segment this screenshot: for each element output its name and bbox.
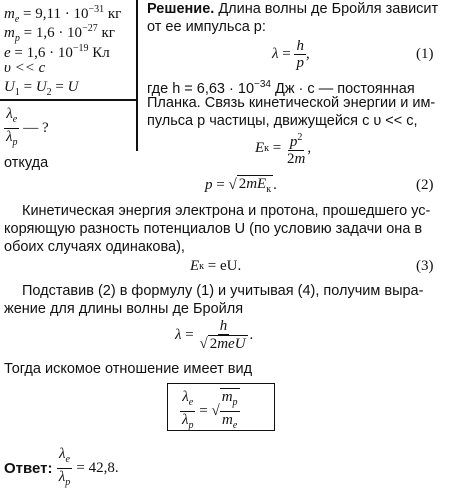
equation-2: p = √ $2mE_к$ . [205, 176, 277, 195]
given-divider-vertical [136, 0, 138, 151]
substitution-line2: жение для длины волны де Бройля [4, 301, 244, 317]
given-me: $m_e = 9,11 \cdot 10^{-31}$ кг [4, 4, 122, 25]
planck-line2: Планка. Связь кинетической энергии и им- [147, 95, 436, 111]
answer: Ответ: $\frac{\lambda_e}{\lambda_p}$ = 42,8. [4, 446, 119, 488]
ratio-text: Тогда искомое отношение имеет вид [4, 361, 253, 377]
given-v-condition: υ << c [4, 60, 46, 76]
kinetic-line1: Кинетическая энергия электрона и протона, прошедшего ус- [22, 203, 431, 219]
given-e: $e = 1,6 \cdot 10^{-19}$ Кл [4, 43, 110, 61]
equation-3: E к = eU. [190, 258, 242, 274]
given-mp: $m_p = 1,6 \cdot 10^{-27}$ кг [4, 23, 115, 44]
substitution-line1: Подставив (2) в формулу (1) и учитывая (4), получим выра- [22, 283, 424, 299]
equation-3-number: (3) [416, 258, 434, 274]
kinetic-line3: обоих случаях одинакова), [4, 239, 185, 255]
planck-line1: где $h = 6,63 \cdot 10^{-34}$ Дж · с — постоянная [147, 79, 415, 97]
ratio-formula: $\frac{\lambda_e}{\lambda_p}$ = √ $\frac{m_p}{m_e}$ [180, 388, 240, 434]
given-find: $\frac{\lambda_e}{\lambda_p}$ — ? [6, 106, 49, 148]
kinetic-line2: коряющую разность потенциалов U (по условию задачи она в [4, 221, 423, 237]
planck-line3: пульса p частицы, движущейся с υ << c, [147, 113, 418, 129]
kinetic-energy-formula: E к = $\frac{p^2}{2m}$ , [255, 132, 312, 167]
given-u-condition: $U_1 = U_2 = U$ [4, 79, 79, 98]
wavelength-formula: λ = $\frac{h}{\text{√ 2meU}}$ . [175, 318, 254, 352]
solution-intro-line2: от ее импульса p: [147, 19, 266, 35]
otkuda-text: откуда [4, 155, 49, 171]
equation-1: λ = $\frac{h}{p}$ , [272, 38, 310, 71]
equation-1-number: (1) [416, 46, 434, 62]
equation-2-number: (2) [416, 177, 434, 193]
solution-intro-line1: Решение. Длина волны де Бройля зависит [147, 1, 439, 17]
